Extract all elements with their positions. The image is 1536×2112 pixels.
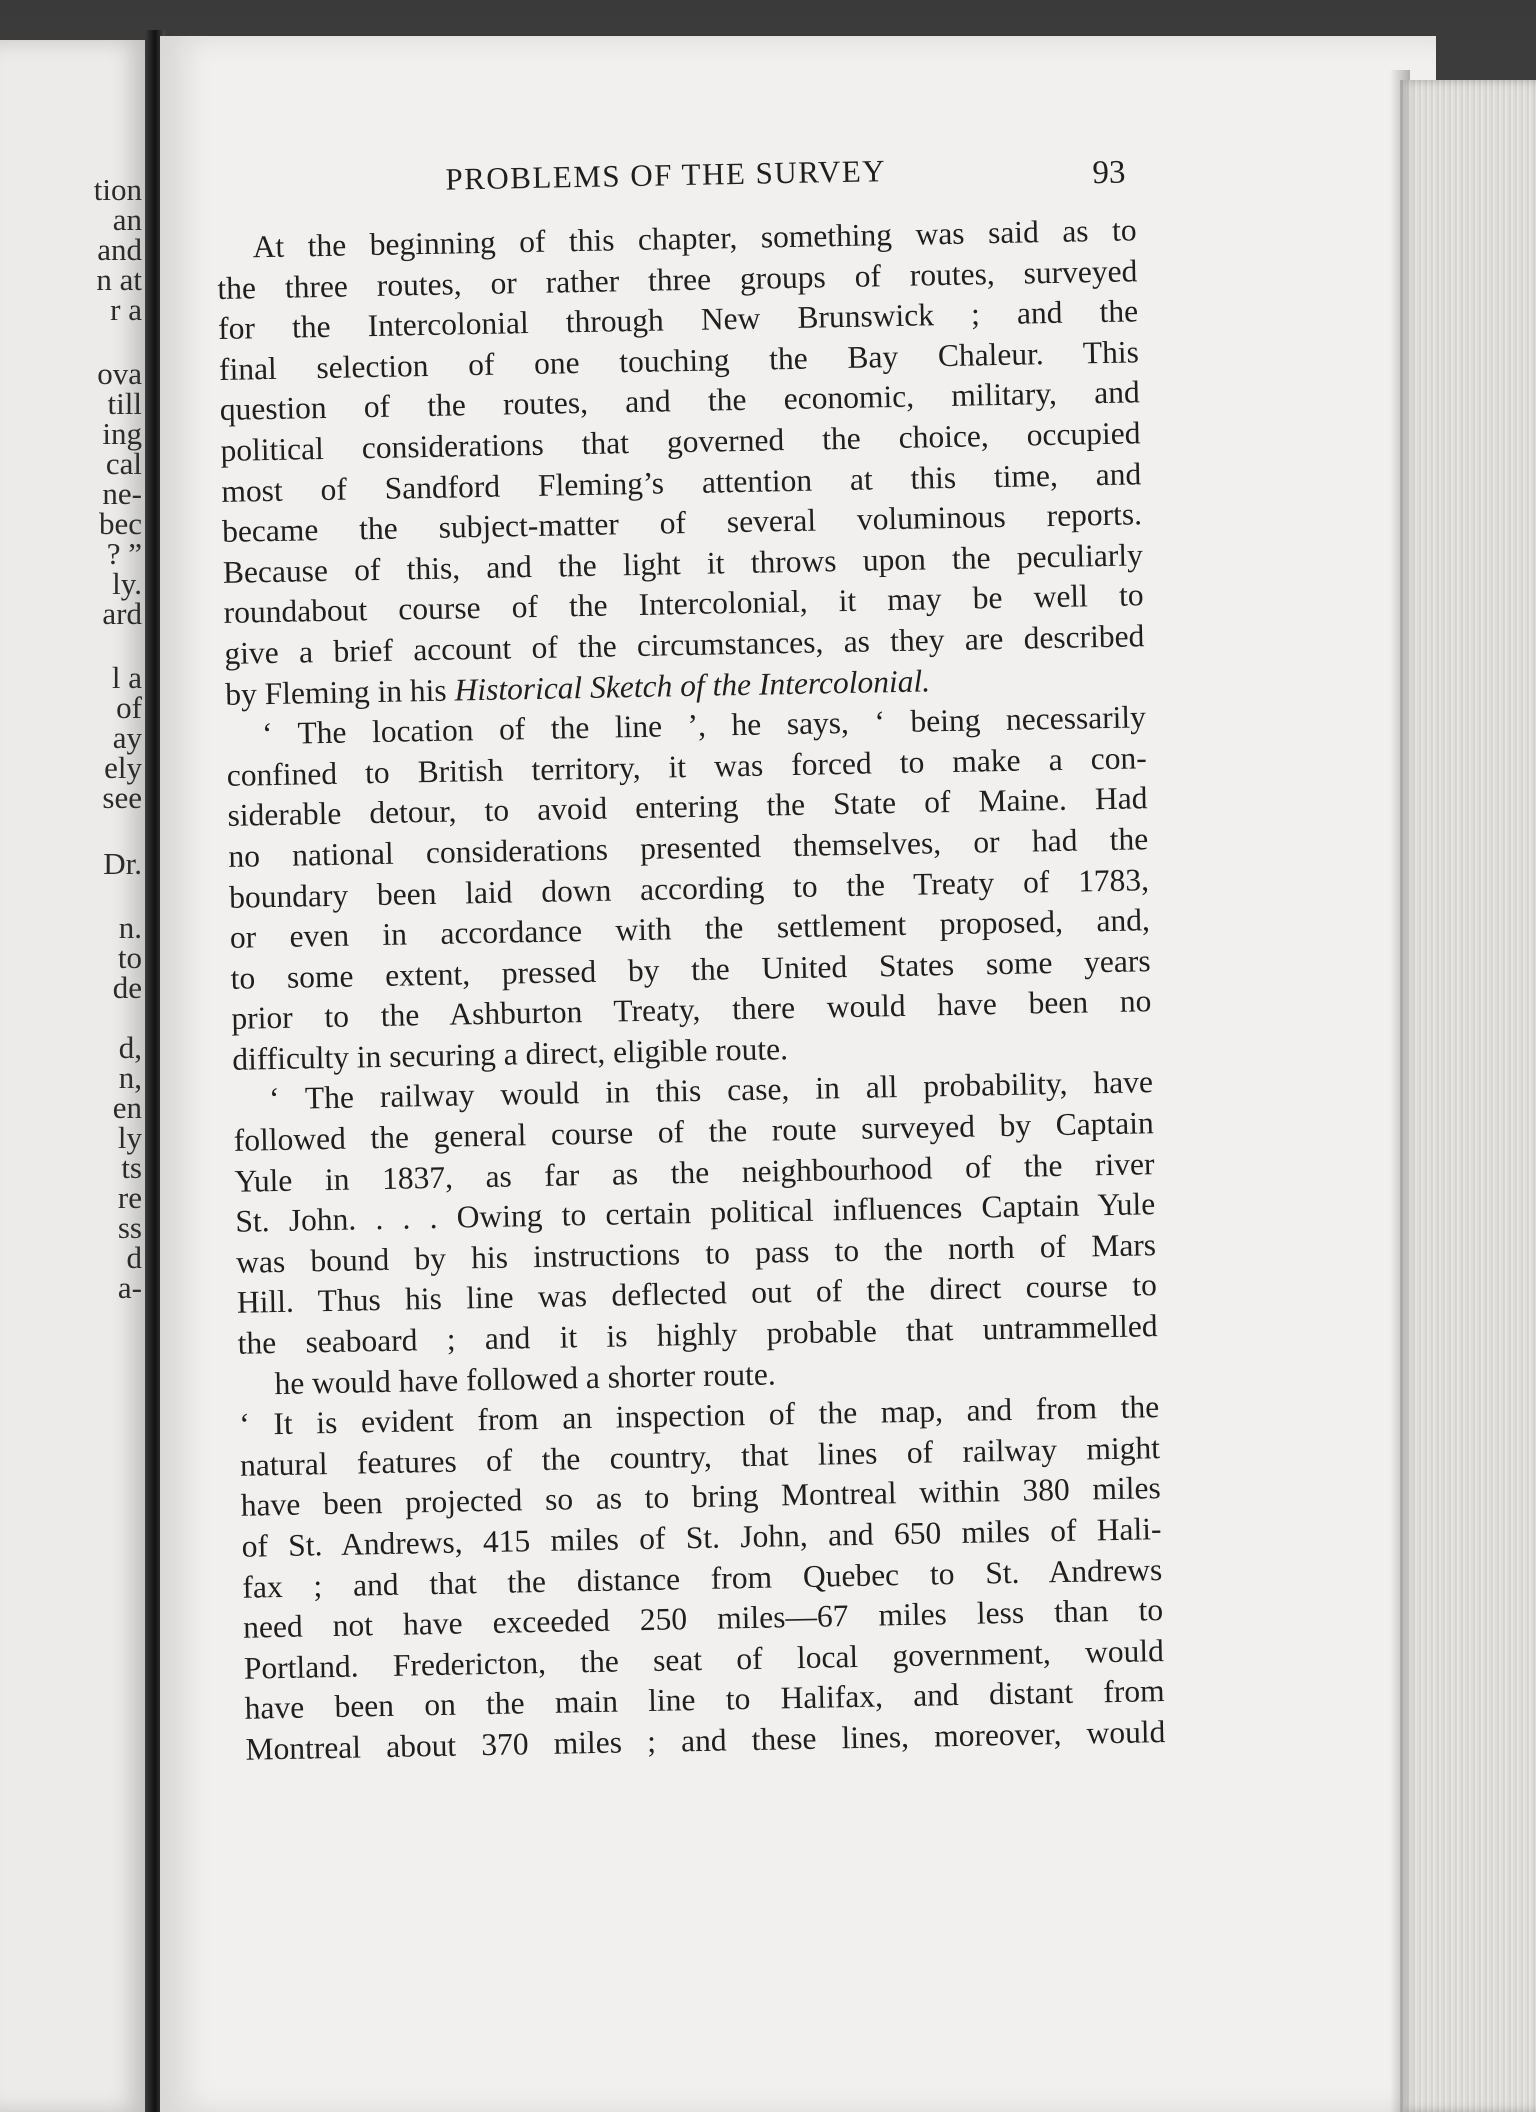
text-line-content: no national considerations presented themselves, or had the bbox=[228, 821, 1149, 874]
text-line-content: followed the general course of the route surveyed by Captain bbox=[233, 1105, 1154, 1158]
text-line-content: give a brief account of the circumstances, as they are described bbox=[224, 618, 1145, 671]
left-page-fragment: r a bbox=[110, 292, 142, 327]
text-line-content: have been projected so as to bring Montreal within 380 miles bbox=[240, 1470, 1162, 1524]
left-page-fragment: Dr. bbox=[103, 846, 142, 881]
left-page-fragment: n. bbox=[118, 910, 142, 945]
left-page-fragment: de bbox=[112, 970, 142, 1005]
text-line-content: final selection of one touching the Bay Chaleur. This bbox=[218, 334, 1140, 387]
text-line-content: confined to British territory, it was forced to make a con- bbox=[226, 739, 1147, 793]
text-line-content: political considerations that governed the choice, occupied bbox=[220, 415, 1141, 468]
left-page-fragment: bec bbox=[98, 506, 142, 541]
left-page-fragment: ova bbox=[97, 356, 142, 391]
left-facing-page bbox=[0, 40, 150, 2112]
left-page-fragment: ly. bbox=[112, 566, 142, 601]
left-page-fragment: ? ” bbox=[106, 536, 142, 571]
text-line-content: or even in accordance with the settlement proposed, and, bbox=[229, 902, 1151, 955]
left-page-fragment: of bbox=[116, 690, 142, 725]
text-line-content: ‘ The railway would in this case, in all probability, have bbox=[268, 1064, 1154, 1117]
text-line-content: St. John. . . . Owing to certain political influences Captain Yule bbox=[235, 1186, 1156, 1240]
running-title: PROBLEMS OF THE SURVEY bbox=[445, 153, 887, 197]
left-page-fragment: ss bbox=[117, 1210, 142, 1245]
text-line-content: have been on the main line to Halifax, and distant from bbox=[244, 1673, 1165, 1727]
left-page-fragment: till bbox=[107, 386, 142, 421]
left-page-fragment: cal bbox=[105, 446, 142, 481]
text-line-content: Hill. Thus his line was deflected out of the direct course to bbox=[236, 1267, 1158, 1321]
left-page-fragment: an bbox=[112, 202, 142, 237]
left-page-fragment: ing bbox=[102, 416, 142, 451]
text-line-content: of St. Andrews, 415 miles of St. John, and 650 miles of Hali- bbox=[241, 1511, 1162, 1564]
left-page-fragment: d, bbox=[118, 1030, 142, 1065]
text-line-content: natural features of the country, that lines of railway might bbox=[239, 1429, 1161, 1483]
text-line-content: Yule in 1837, as far as the neighbourhood of the river bbox=[234, 1145, 1155, 1199]
text-line-content: need not have exceeded 250 miles—67 miles less than to bbox=[242, 1592, 1164, 1645]
text-line-content: Portland. Fredericton, the seat of local government, would bbox=[243, 1632, 1165, 1686]
text-line-content: ‘ The location of the line ’, he says, ‘ being necessarily bbox=[261, 699, 1147, 752]
left-page-fragment: tion bbox=[93, 172, 142, 207]
text-line-content: question of the routes, and the economic, military, and bbox=[219, 374, 1140, 428]
left-page-fragment: ely bbox=[104, 750, 142, 785]
text-line-content: boundary been laid down according to the Treaty of 1783, bbox=[228, 861, 1150, 915]
left-page-fragment: n at bbox=[96, 262, 142, 297]
left-page-fragment: re bbox=[117, 1180, 142, 1215]
left-page-fragment: see bbox=[102, 780, 142, 815]
text-line-content: ‘ It is evident from an inspection of the map, and from the bbox=[238, 1389, 1160, 1442]
body-text bbox=[216, 210, 1165, 1770]
left-page-fragment: ts bbox=[121, 1150, 142, 1185]
text-line-content: prior to the Ashburton Treaty, there would have been no bbox=[231, 983, 1152, 1037]
text-line-content: siderable detour, to avoid entering the State of Maine. Had bbox=[227, 780, 1148, 834]
text-line-content: was bound by his instructions to pass to the north of Mars bbox=[235, 1226, 1157, 1280]
text-line-content: roundabout course of the Intercolonial, it may be well to bbox=[223, 577, 1144, 631]
text-line-content: for the Intercolonial through New Brunswick ; and the bbox=[217, 293, 1139, 347]
text-line-content: Because of this, and the light it throws upon the peculiarly bbox=[222, 537, 1144, 590]
left-page-fragment: ly bbox=[117, 1120, 142, 1155]
text-line-content: At the beginning of this chapter, something was said as to bbox=[252, 212, 1137, 265]
left-page-fragment: d bbox=[126, 1240, 142, 1275]
left-page-fragment: to bbox=[117, 940, 142, 975]
text-line-content: fax ; and that the distance from Quebec to St. Andrews bbox=[242, 1551, 1163, 1605]
page-number: 93 bbox=[1092, 154, 1126, 192]
italic-title: Historical Sketch of the Intercolonial. bbox=[454, 662, 931, 708]
text-line-content: most of Sandford Fleming’s attention at this time, and bbox=[221, 455, 1142, 509]
text-line-content: difficulty in securing a direct, eligible route. bbox=[231, 1031, 789, 1077]
left-page-fragment: a- bbox=[117, 1270, 142, 1305]
text-line-content: he would have followed a shorter route. bbox=[274, 1356, 776, 1401]
text-line-content: to some extent, pressed by the United States some years bbox=[230, 942, 1151, 996]
left-page-fragment: ard bbox=[102, 596, 142, 631]
text-line-content: the three routes, or rather three groups of routes, surveyed bbox=[217, 252, 1138, 306]
text-line-content: became the subject-matter of several voluminous reports. bbox=[221, 496, 1143, 550]
left-page-fragment: en bbox=[112, 1090, 142, 1125]
text-line-content: Montreal about 370 miles ; and these lines, moreover, would bbox=[245, 1714, 1166, 1767]
left-page-fragment: ay bbox=[112, 720, 142, 755]
text-line-content: by Fleming in his bbox=[224, 672, 455, 712]
left-page-fragment: l a bbox=[111, 660, 142, 695]
left-page-fragment: n, bbox=[118, 1060, 142, 1095]
left-page-fragment: and bbox=[97, 232, 142, 267]
left-page-fragment: ne- bbox=[102, 476, 142, 511]
text-line-content: the seaboard ; and it is highly probable that untrammelled bbox=[237, 1308, 1158, 1361]
page-stack-edges bbox=[1400, 80, 1536, 2112]
